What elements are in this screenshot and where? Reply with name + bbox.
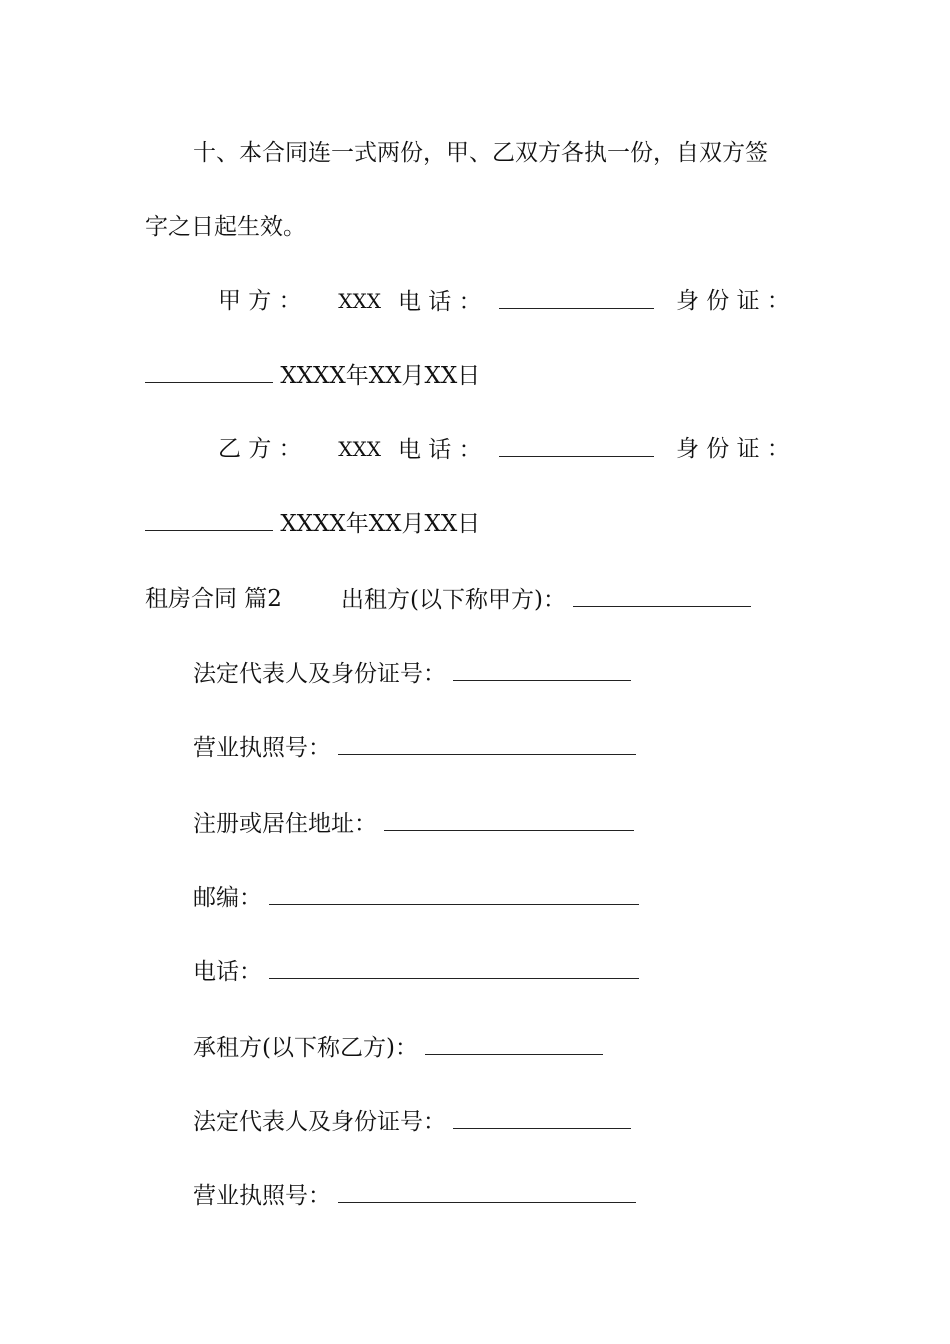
lessee-license-blank[interactable] bbox=[338, 1180, 636, 1203]
party-a-phone-blank[interactable] bbox=[499, 286, 654, 309]
lessor-postcode-blank[interactable] bbox=[269, 882, 639, 905]
lessor-phone-line bbox=[193, 956, 639, 987]
party-a-id-label: 身 份 证 ： bbox=[676, 288, 790, 314]
party-b-id-label: 身 份 证 ： bbox=[676, 436, 790, 462]
party-b-line bbox=[218, 434, 381, 464]
party-a-id bbox=[676, 286, 790, 316]
lessor-phone-label: 电话： bbox=[193, 959, 262, 985]
clause-10-line-1 bbox=[193, 138, 768, 168]
party-b-phone bbox=[398, 434, 654, 465]
party-a-line bbox=[218, 286, 381, 316]
lessee-license-label: 营业执照号： bbox=[193, 1183, 331, 1209]
lessor-legal-rep-blank[interactable] bbox=[453, 658, 631, 681]
lessor-address-blank[interactable] bbox=[384, 808, 634, 831]
clause-10-line-2 bbox=[145, 212, 306, 242]
clause-10-text-1: 十、本合同连一式两份，甲、乙双方各执一份，自双方签 bbox=[193, 140, 768, 166]
party-a-date-line bbox=[145, 360, 480, 391]
section-2-title: 租房合同 篇2 bbox=[145, 586, 282, 612]
party-a-phone bbox=[398, 286, 654, 317]
party-a-name: XXX bbox=[338, 289, 381, 313]
section-2-heading bbox=[145, 584, 282, 614]
lessor-postcode-line bbox=[193, 882, 639, 913]
party-b-phone-label: 电 话 ： bbox=[398, 437, 482, 463]
lessor-address-label: 注册或居住地址： bbox=[193, 811, 377, 837]
party-b-name: XXX bbox=[338, 437, 381, 461]
party-a-label: 甲 方 ： bbox=[218, 288, 302, 314]
lessee-legal-rep-label: 法定代表人及身份证号： bbox=[193, 1109, 446, 1135]
clause-10-text-2: 字之日起生效。 bbox=[145, 214, 306, 240]
lessee-legal-rep-blank[interactable] bbox=[453, 1106, 631, 1129]
party-a-id-blank[interactable] bbox=[145, 360, 273, 383]
party-b-phone-blank[interactable] bbox=[499, 434, 654, 457]
party-a-date: XXXX年XX月XX日 bbox=[280, 363, 481, 389]
lessor-postcode-label: 邮编： bbox=[193, 885, 262, 911]
lessor-line bbox=[341, 584, 751, 615]
party-b-date-line bbox=[145, 508, 480, 539]
lessor-license-line bbox=[193, 732, 636, 763]
party-b-date: XXXX年XX月XX日 bbox=[280, 511, 481, 537]
lessor-license-blank[interactable] bbox=[338, 732, 636, 755]
party-b-id-blank[interactable] bbox=[145, 508, 273, 531]
lessee-license-line bbox=[193, 1180, 636, 1211]
lessor-address-line bbox=[193, 808, 634, 839]
party-b-label: 乙 方 ： bbox=[218, 436, 302, 462]
lessor-label: 出租方(以下称甲方)： bbox=[341, 587, 566, 613]
lessee-line bbox=[193, 1032, 603, 1063]
lessor-legal-rep-line bbox=[193, 658, 631, 689]
lessor-legal-rep-label: 法定代表人及身份证号： bbox=[193, 661, 446, 687]
lessor-blank[interactable] bbox=[573, 584, 751, 607]
lessor-phone-blank[interactable] bbox=[269, 956, 639, 979]
lessor-license-label: 营业执照号： bbox=[193, 735, 331, 761]
lessee-blank[interactable] bbox=[425, 1032, 603, 1055]
party-a-phone-label: 电 话 ： bbox=[398, 289, 482, 315]
party-b-id bbox=[676, 434, 790, 464]
lessee-legal-rep-line bbox=[193, 1106, 631, 1137]
lessee-label: 承租方(以下称乙方)： bbox=[193, 1035, 418, 1061]
